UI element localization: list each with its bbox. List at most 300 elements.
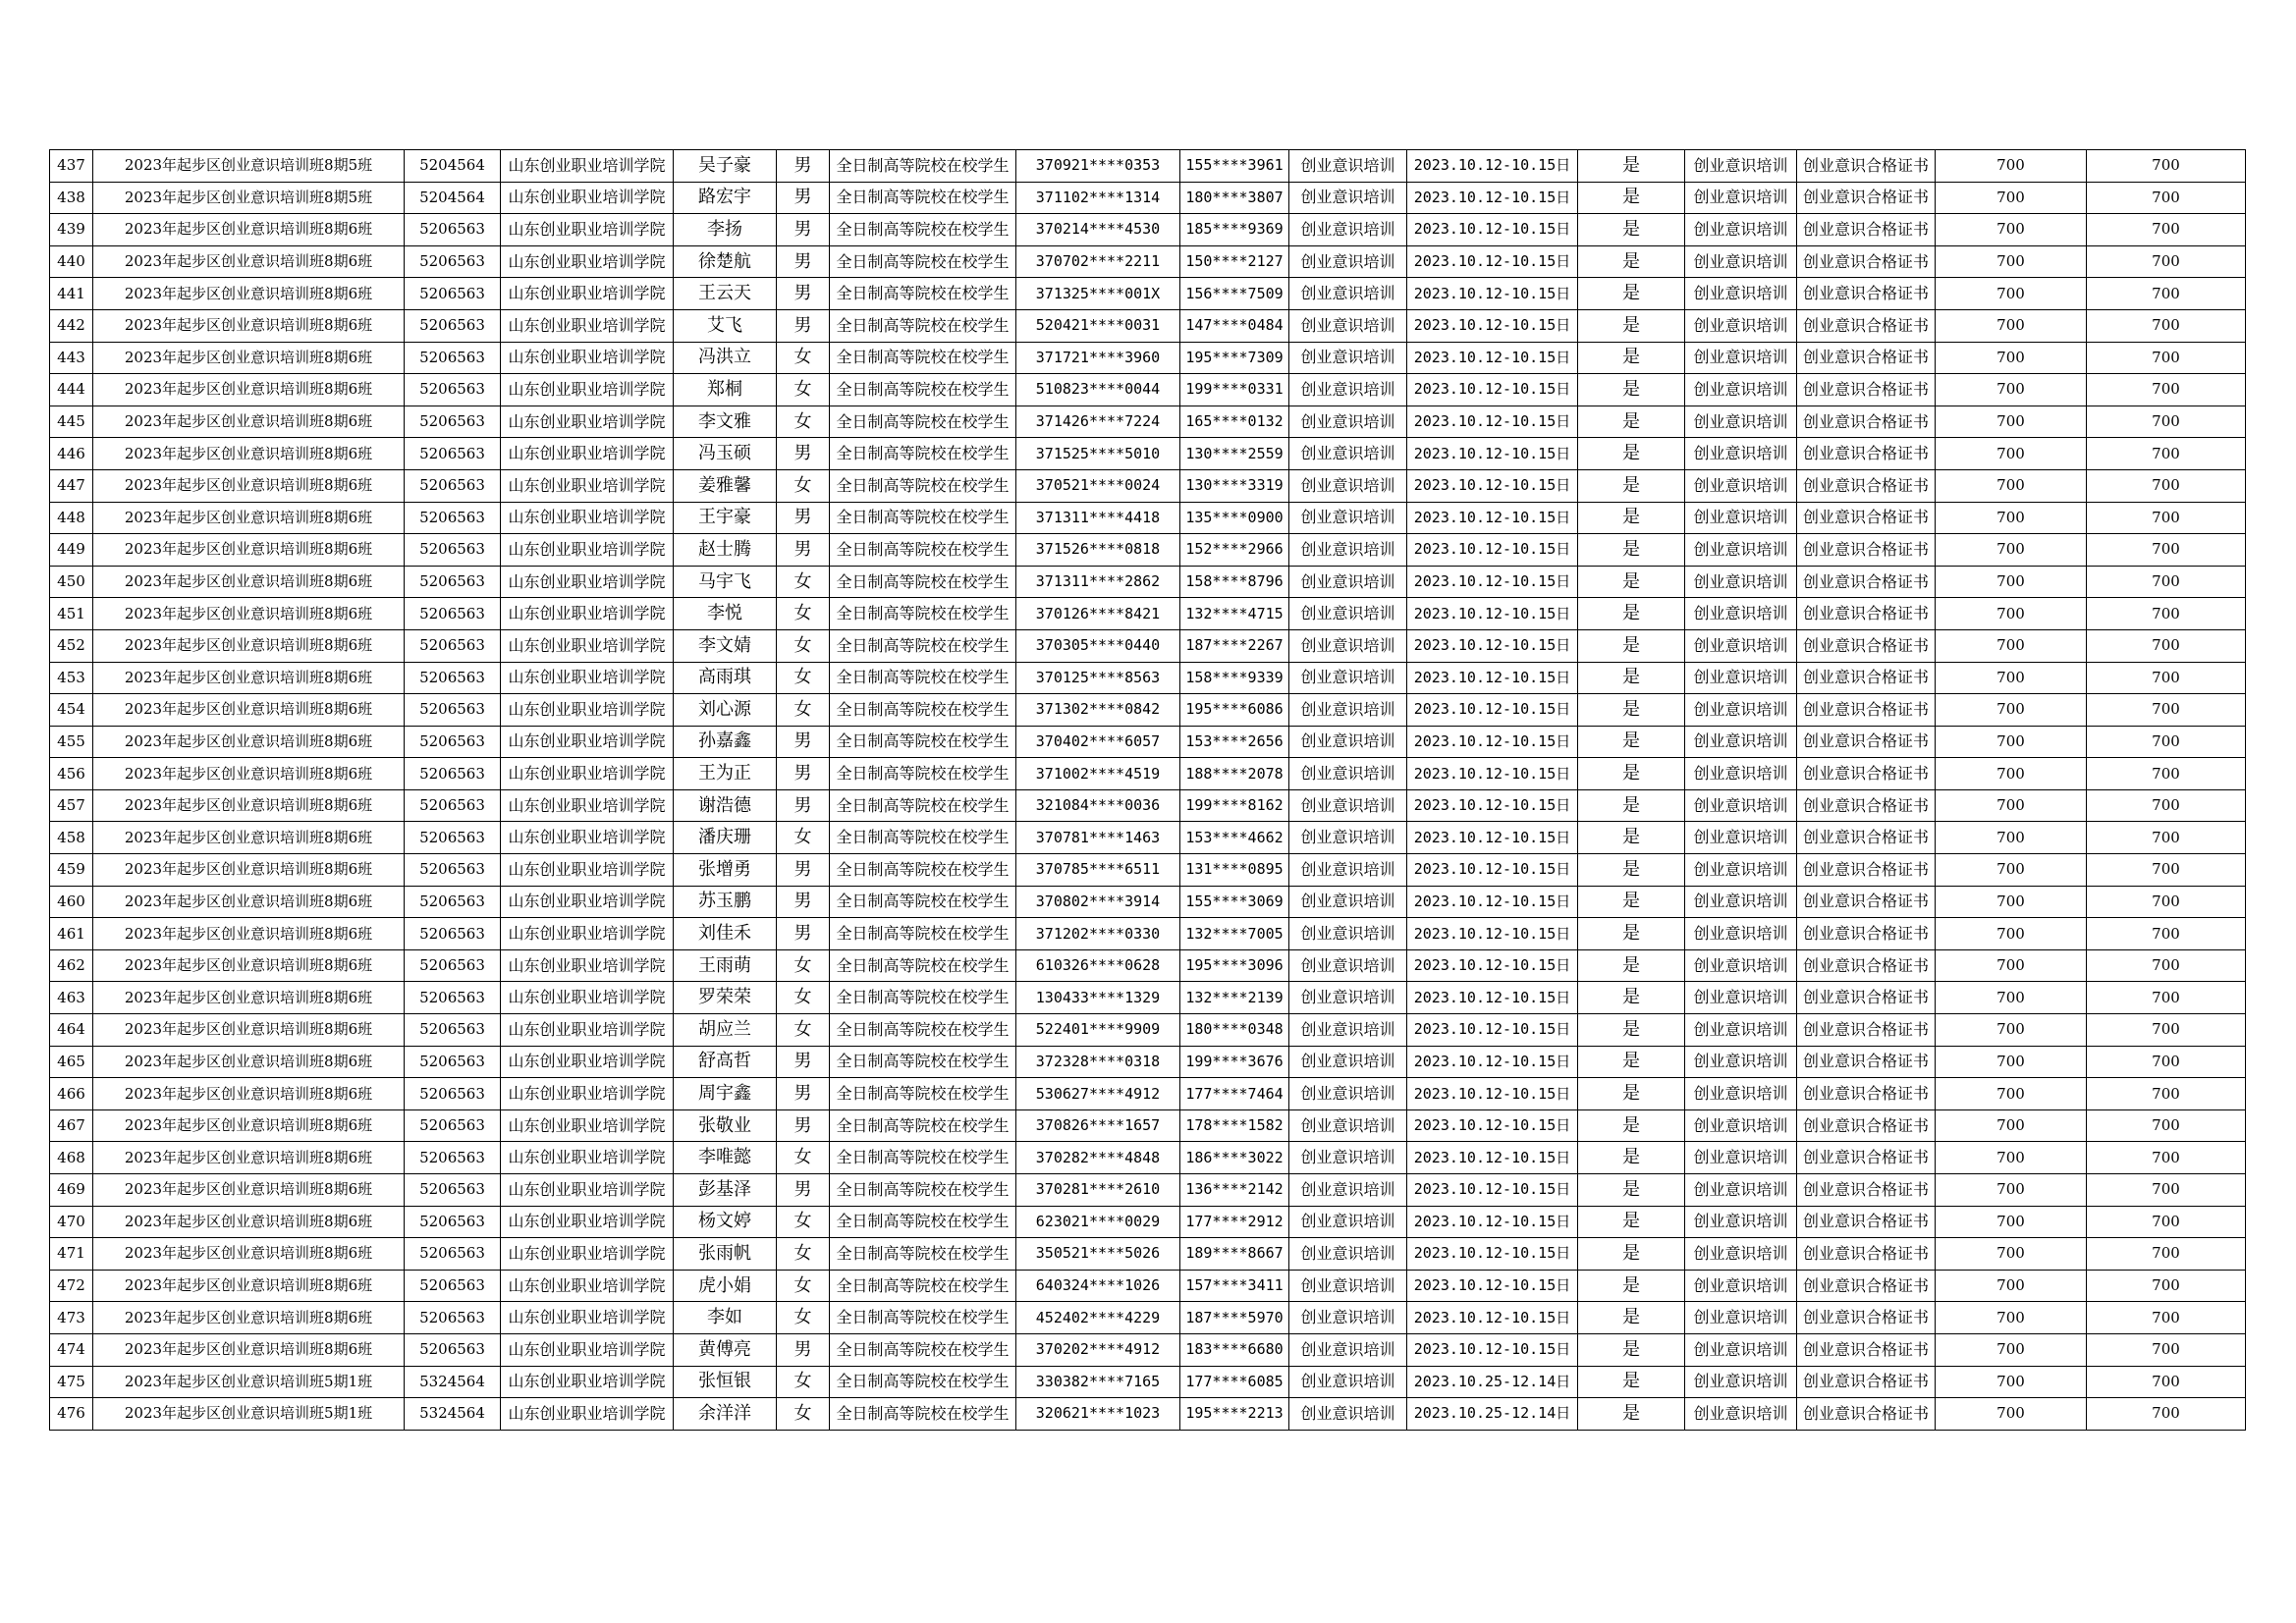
cell-name: 王云天 [674,278,777,310]
cell-qualified: 是 [1578,342,1685,374]
cell-amount-b: 700 [2087,1109,2246,1142]
cell-name: 刘佳禾 [674,918,777,950]
cell-category: 全日制高等院校在校学生 [830,309,1016,342]
cell-id-number: 371525****5010 [1016,438,1180,470]
cell-category: 全日制高等院校在校学生 [830,1270,1016,1302]
table-row [50,662,2246,694]
cell-qualified: 是 [1578,438,1685,470]
cell-phone: 147****0484 [1180,309,1289,342]
cell-no: 464 [50,1014,93,1047]
cell-training-type: 创业意识培训 [1289,1270,1407,1302]
cell-no: 459 [50,854,93,887]
cell-gender: 女 [777,374,830,406]
cell-class-name: 2023年起步区创业意识培训班8期6班 [93,438,405,470]
cell-certificate: 创业意识合格证书 [1797,1109,1936,1142]
cell-project: 创业意识培训 [1685,438,1797,470]
table-row [50,214,2246,246]
cell-institution: 山东创业职业培训学院 [501,374,674,406]
cell-name: 马宇飞 [674,566,777,598]
cell-certificate: 创业意识合格证书 [1797,854,1936,887]
cell-class-name: 2023年起步区创业意识培训班8期6班 [93,214,405,246]
cell-phone: 199****3676 [1180,1046,1289,1078]
cell-amount-a: 700 [1936,150,2087,183]
cell-no: 438 [50,182,93,214]
cell-amount-a: 700 [1936,309,2087,342]
cell-period: 2023.10.12-10.15日 [1407,182,1578,214]
cell-category: 全日制高等院校在校学生 [830,758,1016,790]
cell-qualified: 是 [1578,502,1685,534]
cell-training-type: 创业意识培训 [1289,662,1407,694]
cell-class-name: 2023年起步区创业意识培训班8期6班 [93,982,405,1014]
cell-amount-b: 700 [2087,854,2246,887]
cell-project: 创业意识培训 [1685,1078,1797,1110]
cell-institution: 山东创业职业培训学院 [501,406,674,438]
cell-training-type: 创业意识培训 [1289,598,1407,630]
cell-qualified: 是 [1578,214,1685,246]
cell-institution: 山东创业职业培训学院 [501,949,674,982]
cell-class-code: 5206563 [405,1109,501,1142]
cell-training-type: 创业意识培训 [1289,566,1407,598]
cell-amount-a: 700 [1936,758,2087,790]
cell-gender: 男 [777,534,830,567]
cell-id-number: 320621****1023 [1016,1398,1180,1431]
cell-category: 全日制高等院校在校学生 [830,182,1016,214]
cell-class-code: 5206563 [405,598,501,630]
cell-certificate: 创业意识合格证书 [1797,406,1936,438]
cell-training-type: 创业意识培训 [1289,886,1407,918]
cell-certificate: 创业意识合格证书 [1797,1206,1936,1238]
cell-category: 全日制高等院校在校学生 [830,534,1016,567]
cell-amount-a: 700 [1936,1174,2087,1207]
cell-category: 全日制高等院校在校学生 [830,1142,1016,1174]
cell-name: 周宇鑫 [674,1078,777,1110]
cell-project: 创业意识培训 [1685,854,1797,887]
cell-project: 创业意识培训 [1685,1174,1797,1207]
cell-qualified: 是 [1578,245,1685,278]
cell-name: 李文雅 [674,406,777,438]
table-row [50,1270,2246,1302]
cell-phone: 183****6680 [1180,1333,1289,1366]
table-row [50,1366,2246,1398]
cell-period: 2023.10.12-10.15日 [1407,854,1578,887]
cell-class-code: 5206563 [405,918,501,950]
table-row [50,469,2246,502]
cell-id-number: 370521****0024 [1016,469,1180,502]
cell-phone: 177****2912 [1180,1206,1289,1238]
cell-training-type: 创业意识培训 [1289,1302,1407,1334]
cell-certificate: 创业意识合格证书 [1797,1174,1936,1207]
table-row [50,1174,2246,1207]
cell-no: 469 [50,1174,93,1207]
cell-certificate: 创业意识合格证书 [1797,278,1936,310]
cell-class-name: 2023年起步区创业意识培训班8期6班 [93,1109,405,1142]
table-row [50,278,2246,310]
cell-period: 2023.10.12-10.15日 [1407,406,1578,438]
cell-qualified: 是 [1578,918,1685,950]
cell-training-type: 创业意识培训 [1289,1238,1407,1271]
cell-amount-a: 700 [1936,789,2087,822]
cell-project: 创业意识培训 [1685,1109,1797,1142]
cell-class-name: 2023年起步区创业意识培训班8期6班 [93,342,405,374]
cell-gender: 女 [777,694,830,727]
cell-category: 全日制高等院校在校学生 [830,438,1016,470]
cell-certificate: 创业意识合格证书 [1797,629,1936,662]
cell-amount-b: 700 [2087,438,2246,470]
cell-amount-a: 700 [1936,629,2087,662]
cell-institution: 山东创业职业培训学院 [501,1046,674,1078]
cell-period: 2023.10.12-10.15日 [1407,822,1578,854]
cell-amount-a: 700 [1936,406,2087,438]
cell-qualified: 是 [1578,949,1685,982]
cell-class-name: 2023年起步区创业意识培训班8期6班 [93,1333,405,1366]
cell-qualified: 是 [1578,1333,1685,1366]
cell-project: 创业意识培训 [1685,1366,1797,1398]
cell-amount-b: 700 [2087,789,2246,822]
cell-no: 443 [50,342,93,374]
cell-phone: 180****3807 [1180,182,1289,214]
cell-training-type: 创业意识培训 [1289,1206,1407,1238]
cell-class-code: 5206563 [405,758,501,790]
cell-gender: 女 [777,1398,830,1431]
cell-class-code: 5206563 [405,309,501,342]
cell-period: 2023.10.12-10.15日 [1407,982,1578,1014]
cell-gender: 男 [777,309,830,342]
table-row [50,1078,2246,1110]
table-row [50,1046,2246,1078]
cell-training-type: 创业意识培训 [1289,278,1407,310]
cell-no: 445 [50,406,93,438]
cell-phone: 178****1582 [1180,1109,1289,1142]
cell-category: 全日制高等院校在校学生 [830,214,1016,246]
cell-project: 创业意识培训 [1685,1302,1797,1334]
cell-training-type: 创业意识培训 [1289,438,1407,470]
cell-amount-a: 700 [1936,502,2087,534]
cell-institution: 山东创业职业培训学院 [501,214,674,246]
cell-training-type: 创业意识培训 [1289,949,1407,982]
cell-amount-a: 700 [1936,1302,2087,1334]
cell-phone: 186****3022 [1180,1142,1289,1174]
cell-category: 全日制高等院校在校学生 [830,822,1016,854]
cell-amount-a: 700 [1936,1109,2087,1142]
cell-category: 全日制高等院校在校学生 [830,1109,1016,1142]
cell-name: 冯洪立 [674,342,777,374]
cell-project: 创业意识培训 [1685,949,1797,982]
cell-period: 2023.10.12-10.15日 [1407,758,1578,790]
cell-id-number: 370921****0353 [1016,150,1180,183]
cell-id-number: 370402****6057 [1016,726,1180,758]
cell-no: 449 [50,534,93,567]
cell-amount-a: 700 [1936,566,2087,598]
cell-name: 路宏宇 [674,182,777,214]
cell-qualified: 是 [1578,406,1685,438]
table-row [50,982,2246,1014]
cell-project: 创业意识培训 [1685,566,1797,598]
cell-no: 439 [50,214,93,246]
cell-gender: 女 [777,1302,830,1334]
cell-qualified: 是 [1578,854,1685,887]
cell-id-number: 452402****4229 [1016,1302,1180,1334]
cell-phone: 132****7005 [1180,918,1289,950]
cell-gender: 女 [777,406,830,438]
cell-id-number: 371311****2862 [1016,566,1180,598]
cell-id-number: 371426****7224 [1016,406,1180,438]
cell-period: 2023.10.12-10.15日 [1407,342,1578,374]
cell-period: 2023.10.12-10.15日 [1407,502,1578,534]
cell-amount-b: 700 [2087,598,2246,630]
cell-qualified: 是 [1578,374,1685,406]
cell-id-number: 370282****4848 [1016,1142,1180,1174]
cell-category: 全日制高等院校在校学生 [830,1238,1016,1271]
cell-phone: 195****3096 [1180,949,1289,982]
cell-class-name: 2023年起步区创业意识培训班8期6班 [93,918,405,950]
cell-qualified: 是 [1578,182,1685,214]
cell-certificate: 创业意识合格证书 [1797,566,1936,598]
cell-training-type: 创业意识培训 [1289,469,1407,502]
cell-class-code: 5206563 [405,374,501,406]
cell-id-number: 522401****9909 [1016,1014,1180,1047]
cell-amount-b: 700 [2087,1142,2246,1174]
cell-class-name: 2023年起步区创业意识培训班8期6班 [93,566,405,598]
cell-project: 创业意识培训 [1685,1398,1797,1431]
cell-name: 孙嘉鑫 [674,726,777,758]
cell-gender: 男 [777,1174,830,1207]
table-row [50,598,2246,630]
cell-institution: 山东创业职业培训学院 [501,1270,674,1302]
cell-class-name: 2023年起步区创业意识培训班8期6班 [93,1174,405,1207]
cell-category: 全日制高等院校在校学生 [830,502,1016,534]
cell-class-code: 5206563 [405,854,501,887]
cell-no: 472 [50,1270,93,1302]
cell-class-name: 2023年起步区创业意识培训班8期6班 [93,1078,405,1110]
cell-no: 476 [50,1398,93,1431]
cell-id-number: 370281****2610 [1016,1174,1180,1207]
cell-category: 全日制高等院校在校学生 [830,854,1016,887]
cell-gender: 女 [777,1270,830,1302]
table-row [50,949,2246,982]
cell-id-number: 371302****0842 [1016,694,1180,727]
cell-class-code: 5206563 [405,469,501,502]
table-row [50,789,2246,822]
cell-training-type: 创业意识培训 [1289,726,1407,758]
cell-name: 王为正 [674,758,777,790]
cell-amount-a: 700 [1936,886,2087,918]
cell-class-code: 5206563 [405,1078,501,1110]
cell-phone: 188****2078 [1180,758,1289,790]
cell-qualified: 是 [1578,822,1685,854]
cell-training-type: 创业意识培训 [1289,534,1407,567]
cell-qualified: 是 [1578,309,1685,342]
table-body [50,150,2246,1431]
cell-period: 2023.10.12-10.15日 [1407,789,1578,822]
cell-class-name: 2023年起步区创业意识培训班8期6班 [93,278,405,310]
cell-id-number: 371002****4519 [1016,758,1180,790]
cell-class-name: 2023年起步区创业意识培训班8期6班 [93,406,405,438]
cell-no: 447 [50,469,93,502]
cell-class-code: 5204564 [405,150,501,183]
cell-id-number: 610326****0628 [1016,949,1180,982]
cell-class-code: 5206563 [405,278,501,310]
roster-table-container [49,149,2245,1431]
cell-gender: 男 [777,854,830,887]
cell-certificate: 创业意识合格证书 [1797,694,1936,727]
cell-class-code: 5206563 [405,694,501,727]
table-row [50,438,2246,470]
cell-gender: 女 [777,629,830,662]
cell-amount-b: 700 [2087,758,2246,790]
cell-institution: 山东创业职业培训学院 [501,982,674,1014]
cell-name: 张恒银 [674,1366,777,1398]
cell-phone: 195****7309 [1180,342,1289,374]
cell-no: 455 [50,726,93,758]
cell-institution: 山东创业职业培训学院 [501,598,674,630]
cell-name: 高雨琪 [674,662,777,694]
cell-name: 舒高哲 [674,1046,777,1078]
cell-phone: 158****9339 [1180,662,1289,694]
cell-phone: 136****2142 [1180,1174,1289,1207]
cell-institution: 山东创业职业培训学院 [501,789,674,822]
cell-category: 全日制高等院校在校学生 [830,1078,1016,1110]
cell-project: 创业意识培训 [1685,598,1797,630]
cell-amount-a: 700 [1936,726,2087,758]
cell-name: 苏玉鹏 [674,886,777,918]
table-row [50,150,2246,183]
cell-period: 2023.10.12-10.15日 [1407,726,1578,758]
cell-qualified: 是 [1578,1142,1685,1174]
cell-certificate: 创业意识合格证书 [1797,182,1936,214]
cell-period: 2023.10.12-10.15日 [1407,694,1578,727]
cell-project: 创业意识培训 [1685,1014,1797,1047]
cell-institution: 山东创业职业培训学院 [501,886,674,918]
cell-amount-b: 700 [2087,662,2246,694]
cell-project: 创业意识培训 [1685,1046,1797,1078]
cell-class-name: 2023年起步区创业意识培训班8期6班 [93,309,405,342]
cell-amount-a: 700 [1936,918,2087,950]
cell-category: 全日制高等院校在校学生 [830,886,1016,918]
cell-category: 全日制高等院校在校学生 [830,374,1016,406]
cell-gender: 男 [777,726,830,758]
cell-institution: 山东创业职业培训学院 [501,1206,674,1238]
cell-phone: 189****8667 [1180,1238,1289,1271]
table-row [50,502,2246,534]
cell-class-name: 2023年起步区创业意识培训班8期6班 [93,245,405,278]
cell-period: 2023.10.12-10.15日 [1407,1206,1578,1238]
cell-certificate: 创业意识合格证书 [1797,918,1936,950]
cell-name: 黄傅亮 [674,1333,777,1366]
cell-class-name: 2023年起步区创业意识培训班8期6班 [93,949,405,982]
cell-institution: 山东创业职业培训学院 [501,1142,674,1174]
cell-period: 2023.10.12-10.15日 [1407,1046,1578,1078]
cell-name: 张增勇 [674,854,777,887]
cell-amount-a: 700 [1936,1046,2087,1078]
cell-certificate: 创业意识合格证书 [1797,1046,1936,1078]
cell-project: 创业意识培训 [1685,406,1797,438]
cell-no: 465 [50,1046,93,1078]
cell-qualified: 是 [1578,278,1685,310]
cell-certificate: 创业意识合格证书 [1797,662,1936,694]
cell-gender: 女 [777,1142,830,1174]
cell-amount-b: 700 [2087,629,2246,662]
cell-id-number: 372328****0318 [1016,1046,1180,1078]
cell-amount-b: 700 [2087,1174,2246,1207]
cell-class-name: 2023年起步区创业意识培训班8期6班 [93,662,405,694]
cell-no: 473 [50,1302,93,1334]
cell-training-type: 创业意识培训 [1289,1398,1407,1431]
cell-phone: 157****3411 [1180,1270,1289,1302]
cell-id-number: 370785****6511 [1016,854,1180,887]
cell-amount-b: 700 [2087,886,2246,918]
cell-certificate: 创业意识合格证书 [1797,342,1936,374]
table-row [50,245,2246,278]
cell-project: 创业意识培训 [1685,1333,1797,1366]
cell-amount-a: 700 [1936,278,2087,310]
cell-category: 全日制高等院校在校学生 [830,726,1016,758]
cell-id-number: 371721****3960 [1016,342,1180,374]
cell-phone: 155****3961 [1180,150,1289,183]
cell-amount-b: 700 [2087,278,2246,310]
cell-no: 474 [50,1333,93,1366]
cell-name: 彭基泽 [674,1174,777,1207]
cell-gender: 男 [777,1046,830,1078]
cell-qualified: 是 [1578,726,1685,758]
cell-training-type: 创业意识培训 [1289,1142,1407,1174]
table-row [50,1398,2246,1431]
cell-category: 全日制高等院校在校学生 [830,1174,1016,1207]
cell-id-number: 371202****0330 [1016,918,1180,950]
cell-phone: 132****2139 [1180,982,1289,1014]
cell-certificate: 创业意识合格证书 [1797,1142,1936,1174]
cell-class-name: 2023年起步区创业意识培训班8期6班 [93,1238,405,1271]
cell-period: 2023.10.12-10.15日 [1407,1078,1578,1110]
cell-phone: 165****0132 [1180,406,1289,438]
cell-id-number: 520421****0031 [1016,309,1180,342]
cell-amount-b: 700 [2087,469,2246,502]
cell-class-code: 5206563 [405,342,501,374]
cell-amount-a: 700 [1936,469,2087,502]
cell-no: 461 [50,918,93,950]
cell-qualified: 是 [1578,662,1685,694]
cell-amount-b: 700 [2087,214,2246,246]
cell-institution: 山东创业职业培训学院 [501,694,674,727]
cell-no: 467 [50,1109,93,1142]
cell-institution: 山东创业职业培训学院 [501,1302,674,1334]
cell-training-type: 创业意识培训 [1289,854,1407,887]
cell-amount-a: 700 [1936,214,2087,246]
cell-phone: 185****9369 [1180,214,1289,246]
cell-no: 450 [50,566,93,598]
cell-category: 全日制高等院校在校学生 [830,1366,1016,1398]
table-row [50,822,2246,854]
table-row [50,1109,2246,1142]
cell-name: 罗荣荣 [674,982,777,1014]
cell-amount-a: 700 [1936,822,2087,854]
cell-amount-b: 700 [2087,982,2246,1014]
cell-amount-a: 700 [1936,342,2087,374]
cell-project: 创业意识培训 [1685,150,1797,183]
cell-qualified: 是 [1578,1078,1685,1110]
cell-id-number: 371526****0818 [1016,534,1180,567]
table-row [50,758,2246,790]
cell-id-number: 370826****1657 [1016,1109,1180,1142]
cell-gender: 男 [777,1078,830,1110]
cell-institution: 山东创业职业培训学院 [501,438,674,470]
table-row [50,1333,2246,1366]
cell-training-type: 创业意识培训 [1289,758,1407,790]
cell-project: 创业意识培训 [1685,374,1797,406]
cell-training-type: 创业意识培训 [1289,789,1407,822]
cell-qualified: 是 [1578,598,1685,630]
cell-qualified: 是 [1578,982,1685,1014]
cell-institution: 山东创业职业培训学院 [501,502,674,534]
